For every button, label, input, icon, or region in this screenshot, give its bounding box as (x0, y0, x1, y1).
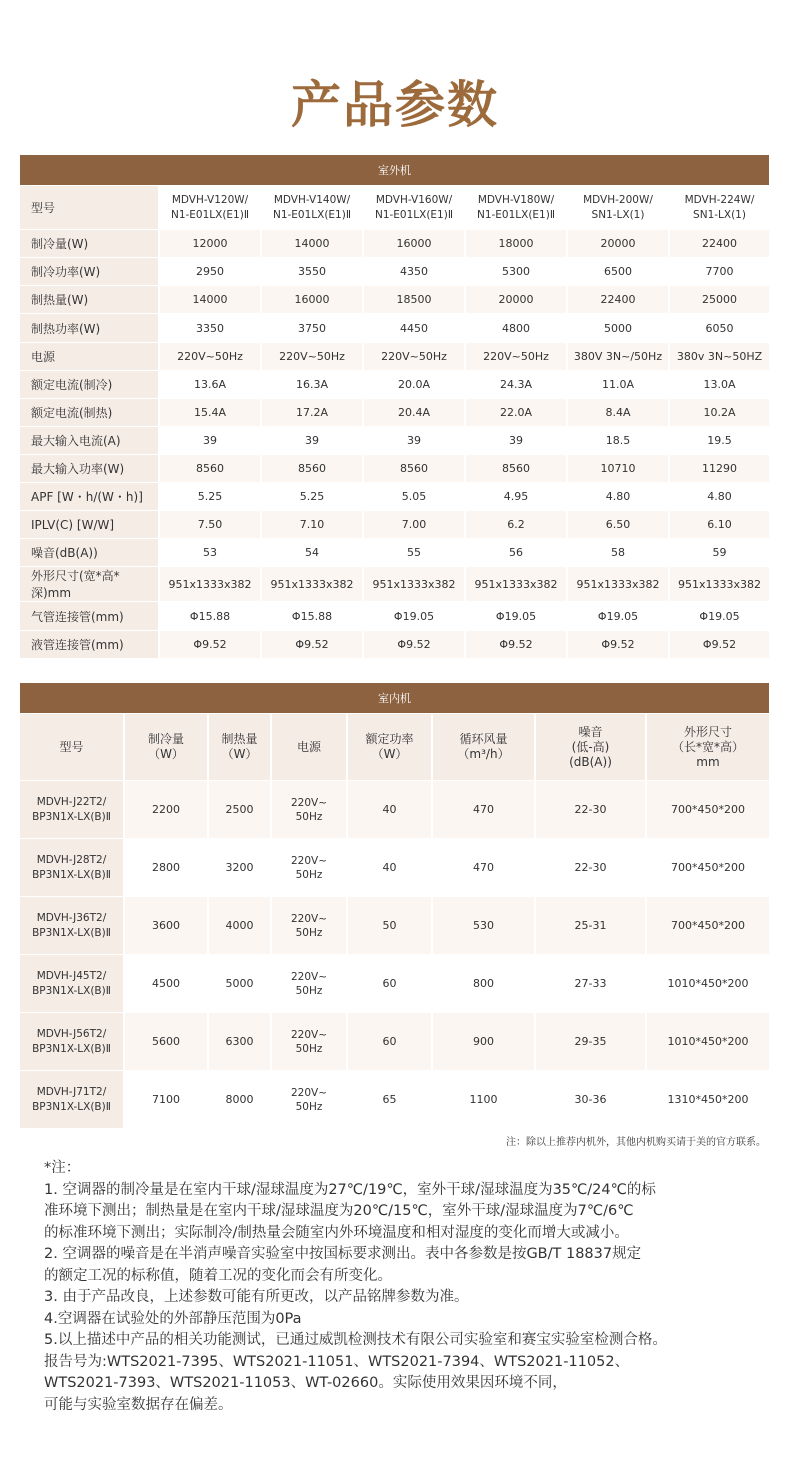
outdoor-spec-label: 气管连接管(mm) (20, 602, 160, 631)
cell-line: MDVH-V180W/ (477, 193, 555, 206)
outdoor-spec-value: 11290 (670, 455, 771, 483)
cell-line: 220V~ (290, 1028, 328, 1041)
outdoor-spec-value: 7.50 (160, 511, 262, 539)
cell-line: 220V~ (290, 1086, 328, 1099)
outdoor-spec-value: Φ19.05 (466, 602, 568, 631)
outdoor-spec-value: 4350 (364, 258, 466, 286)
cell-line: MDVH-200W/ (583, 193, 653, 206)
outdoor-spec-value: 59 (670, 539, 771, 567)
outdoor-spec-value: Φ9.52 (262, 631, 364, 659)
outdoor-spec-value: 951x1333x382 (160, 567, 262, 602)
outdoor-spec-value: 5300 (466, 258, 568, 286)
outdoor-spec-value: 6.50 (568, 511, 670, 539)
outdoor-unit-table (20, 155, 771, 659)
note-line: *注： (44, 1160, 81, 1176)
outdoor-spec-row (20, 567, 771, 602)
indoor-header-cell (272, 714, 348, 781)
note-line: 5.以上描述中产品的相关功能测试，已通过威凯检测技术有限公司实验室和赛宝实验室检测合格。 (44, 1332, 667, 1348)
indoor-model-cell (20, 1071, 125, 1129)
cell-line: SN1-LX(1) (693, 208, 746, 221)
outdoor-spec-value: 4450 (364, 314, 466, 343)
outdoor-spec-row (20, 258, 771, 286)
indoor-power-supply (272, 897, 348, 955)
outdoor-spec-value: 6.2 (466, 511, 568, 539)
note-line: 准环境下测出；制热量是在室内干球/湿球温度为20℃/15℃，室外干球/湿球温度为7℃/6℃ (44, 1203, 634, 1219)
outdoor-spec-value: 220V~50Hz (262, 343, 364, 371)
indoor-power-supply (272, 955, 348, 1013)
indoor-model-cell (20, 839, 125, 897)
outdoor-spec-value: 15.4A (160, 399, 262, 427)
outdoor-spec-value: 951x1333x382 (670, 567, 771, 602)
outdoor-spec-label: 液管连接管(mm) (20, 631, 160, 659)
outdoor-spec-value: 8560 (466, 455, 568, 483)
note-line: 的额定工况的标称值，随着工况的变化而会有所变化。 (44, 1267, 392, 1284)
cell-line: MDVH-J71T2/ (36, 1085, 107, 1098)
outdoor-spec-value: 220V~50Hz (160, 343, 262, 371)
indoor-cooling-capacity: 2200 (125, 781, 209, 839)
outdoor-spec-value: 8560 (160, 455, 262, 483)
outdoor-spec-value: 4.80 (670, 483, 771, 511)
outdoor-spec-label: 外形尺寸(宽*高*深)mm (20, 567, 160, 602)
cell-line: 220V~ (290, 854, 328, 867)
cell-line: 外形尺寸 (683, 724, 732, 739)
outdoor-model-cell (364, 186, 466, 230)
page-title: 产品参数 (291, 76, 499, 134)
outdoor-spec-value: 39 (364, 427, 466, 455)
cell-line: BP3N1X-LX(B)Ⅱ (32, 868, 111, 881)
cell-line: BP3N1X-LX(B)Ⅱ (32, 984, 111, 997)
cell-line: BP3N1X-LX(B)Ⅱ (32, 1042, 111, 1055)
cell-line: MDVH-J28T2/ (36, 853, 107, 866)
outdoor-spec-row (20, 399, 771, 427)
outdoor-spec-label: 噪音(dB(A)) (20, 539, 160, 567)
outdoor-model-cell (568, 186, 670, 230)
cell-line: （W） (371, 747, 408, 761)
outdoor-spec-value: 7.00 (364, 511, 466, 539)
indoor-band-title: 室内机 (20, 683, 771, 714)
outdoor-spec-value: 20000 (568, 230, 670, 258)
outdoor-spec-value: 3550 (262, 258, 364, 286)
indoor-dimensions: 700*450*200 (647, 839, 771, 897)
outdoor-spec-row (20, 371, 771, 399)
note-line: 报告号为:WTS2021-7395、WTS2021-11051、WTS2021-7394、WTS2021-11052、 (44, 1353, 630, 1370)
outdoor-spec-value: 380V 3N~/50Hz (568, 343, 670, 371)
cell-line: MDVH-V160W/ (375, 193, 453, 206)
cell-line: N1-E01LX(E1)Ⅱ (476, 208, 556, 221)
indoor-heating-capacity: 4000 (209, 897, 272, 955)
outdoor-spec-value: 18500 (364, 286, 466, 314)
indoor-dimensions: 1010*450*200 (647, 955, 771, 1013)
outdoor-spec-value: 19.5 (670, 427, 771, 455)
outdoor-spec-value: 7700 (670, 258, 771, 286)
outdoor-spec-row (20, 230, 771, 258)
cell-line: 50Hz (295, 810, 323, 823)
cell-line: （m³/h） (457, 747, 510, 761)
outdoor-spec-label: 制热量(W) (20, 286, 160, 314)
indoor-header-cell (536, 714, 647, 781)
outdoor-spec-value: 13.0A (670, 371, 771, 399)
outdoor-spec-row (20, 631, 771, 659)
indoor-airflow: 1100 (433, 1071, 536, 1129)
outdoor-spec-value: 18.5 (568, 427, 670, 455)
cell-line: BP3N1X-LX(B)Ⅱ (32, 810, 111, 823)
indoor-airflow: 900 (433, 1013, 536, 1071)
cell-line: N1-E01LX(E1)Ⅱ (272, 208, 352, 221)
outdoor-spec-value: 3350 (160, 314, 262, 343)
outdoor-spec-value: 4800 (466, 314, 568, 343)
outdoor-spec-value: 5.05 (364, 483, 466, 511)
outdoor-spec-value: 220V~50Hz (364, 343, 466, 371)
outdoor-spec-value: 951x1333x382 (466, 567, 568, 602)
outdoor-spec-value: 220V~50Hz (466, 343, 568, 371)
outdoor-spec-value: Φ9.52 (160, 631, 262, 659)
indoor-header-cell (125, 714, 209, 781)
outdoor-spec-value: 53 (160, 539, 262, 567)
outdoor-model-cell (670, 186, 771, 230)
outdoor-spec-value: Φ9.52 (670, 631, 771, 659)
outdoor-spec-value: 8.4A (568, 399, 670, 427)
cell-line: MDVH-J36T2/ (36, 911, 107, 924)
outdoor-spec-value: 380v 3N~50HZ (670, 343, 771, 371)
indoor-power-supply (272, 1013, 348, 1071)
indoor-model-cell (20, 781, 125, 839)
outdoor-spec-value: 24.3A (466, 371, 568, 399)
outdoor-spec-value: Φ9.52 (364, 631, 466, 659)
cell-line: 220V~ (290, 912, 328, 925)
indoor-spec-row (20, 781, 771, 839)
cell-line: mm (696, 754, 720, 769)
outdoor-spec-value: 39 (262, 427, 364, 455)
outdoor-spec-label: IPLV(C) [W/W] (20, 511, 160, 539)
outdoor-spec-value: 6.10 (670, 511, 771, 539)
cell-line: 循环风量 (459, 732, 508, 746)
cell-line: 220V~ (290, 796, 328, 809)
indoor-rated-power: 65 (348, 1071, 433, 1129)
outdoor-spec-label: 最大输入功率(W) (20, 455, 160, 483)
indoor-power-supply (272, 1071, 348, 1129)
outdoor-model-row (20, 186, 771, 230)
outdoor-band-title: 室外机 (20, 155, 771, 186)
outdoor-spec-label: 制冷功率(W) (20, 258, 160, 286)
note-line: 3. 由于产品改良，上述参数可能有所更改，以产品铭牌参数为准。 (44, 1289, 469, 1305)
outdoor-spec-value: 13.6A (160, 371, 262, 399)
notes-section (44, 1158, 764, 1416)
outdoor-spec-value: 8560 (364, 455, 466, 483)
cell-line: BP3N1X-LX(B)Ⅱ (32, 1100, 111, 1113)
outdoor-spec-label: 额定电流(制冷) (20, 371, 160, 399)
cell-line: 电源 (296, 739, 321, 754)
outdoor-spec-row (20, 483, 771, 511)
cell-line: MDVH-J45T2/ (36, 969, 107, 982)
indoor-heating-capacity: 6300 (209, 1013, 272, 1071)
indoor-spec-row (20, 955, 771, 1013)
outdoor-spec-value: 54 (262, 539, 364, 567)
cell-line: N1-E01LX(E1)Ⅱ (170, 208, 250, 221)
cell-line: （长*宽*高） (671, 739, 744, 754)
cell-line: MDVH-V140W/ (273, 193, 351, 206)
cell-line: （W） (148, 747, 184, 761)
outdoor-spec-row (20, 343, 771, 371)
outdoor-model-cell (262, 186, 364, 230)
outdoor-spec-value: 22400 (670, 230, 771, 258)
cell-line: 噪音 (578, 724, 603, 739)
outdoor-spec-value: 3750 (262, 314, 364, 343)
outdoor-spec-value: 25000 (670, 286, 771, 314)
outdoor-spec-value: 22400 (568, 286, 670, 314)
indoor-spec-row (20, 1013, 771, 1071)
outdoor-spec-row (20, 314, 771, 343)
outdoor-spec-value: Φ19.05 (364, 602, 466, 631)
outdoor-spec-value: 4.80 (568, 483, 670, 511)
indoor-airflow: 470 (433, 781, 536, 839)
outdoor-spec-label: 最大输入电流(A) (20, 427, 160, 455)
cell-line: MDVH-J56T2/ (36, 1027, 107, 1040)
cell-line: 220V~ (290, 970, 328, 983)
outdoor-spec-value: 20.0A (364, 371, 466, 399)
outdoor-spec-value: 11.0A (568, 371, 670, 399)
indoor-spec-row (20, 839, 771, 897)
outdoor-spec-value: 951x1333x382 (364, 567, 466, 602)
indoor-spec-row (20, 1071, 771, 1129)
indoor-cooling-capacity: 5600 (125, 1013, 209, 1071)
indoor-heating-capacity: 2500 (209, 781, 272, 839)
indoor-heating-capacity: 3200 (209, 839, 272, 897)
outdoor-model-cell (466, 186, 568, 230)
outdoor-model-label: 型号 (20, 186, 160, 230)
outdoor-spec-value: 18000 (466, 230, 568, 258)
indoor-rated-power: 60 (348, 955, 433, 1013)
indoor-header-cell (348, 714, 433, 781)
outdoor-spec-value: 5000 (568, 314, 670, 343)
outdoor-spec-value: 16000 (364, 230, 466, 258)
indoor-cooling-capacity: 3600 (125, 897, 209, 955)
outdoor-spec-value: 14000 (262, 230, 364, 258)
outdoor-spec-value: Φ9.52 (466, 631, 568, 659)
outdoor-spec-value: 39 (160, 427, 262, 455)
outdoor-spec-value: 12000 (160, 230, 262, 258)
indoor-model-cell (20, 897, 125, 955)
outdoor-spec-value: 951x1333x382 (568, 567, 670, 602)
indoor-noise: 27-33 (536, 955, 647, 1013)
indoor-airflow: 530 (433, 897, 536, 955)
indoor-noise: 30-36 (536, 1071, 647, 1129)
indoor-unit-table (20, 683, 771, 1129)
indoor-power-supply (272, 781, 348, 839)
outdoor-spec-row (20, 511, 771, 539)
note-line: 2. 空调器的噪音是在半消声噪音实验室中按国标要求测出。表中各参数是按GB/T 18837规定 (44, 1246, 642, 1262)
outdoor-spec-row (20, 539, 771, 567)
indoor-noise: 22-30 (536, 781, 647, 839)
outdoor-spec-value: 22.0A (466, 399, 568, 427)
outdoor-spec-value: 2950 (160, 258, 262, 286)
outdoor-spec-row (20, 455, 771, 483)
cell-line: 50Hz (295, 868, 323, 881)
indoor-dimensions: 700*450*200 (647, 781, 771, 839)
indoor-rated-power: 60 (348, 1013, 433, 1071)
outdoor-spec-label: APF [W・h/(W・h)] (20, 483, 160, 511)
cell-line: 50Hz (295, 1100, 323, 1113)
indoor-noise: 22-30 (536, 839, 647, 897)
cell-line: （W） (221, 747, 258, 761)
footnote: 注：除以上推荐内机外，其他内机购买请于美的官方联系。 (506, 1137, 766, 1148)
cell-line: 50Hz (295, 984, 323, 997)
outdoor-spec-value: 7.10 (262, 511, 364, 539)
outdoor-spec-value: 14000 (160, 286, 262, 314)
cell-line: 额定功率 (365, 732, 414, 746)
cell-line: (dB(A)) (569, 754, 612, 769)
cell-line: BP3N1X-LX(B)Ⅱ (32, 926, 111, 939)
outdoor-spec-value: 55 (364, 539, 466, 567)
outdoor-spec-value: 4.95 (466, 483, 568, 511)
outdoor-spec-label: 制冷量(W) (20, 230, 160, 258)
outdoor-spec-value: 58 (568, 539, 670, 567)
indoor-dimensions: 1010*450*200 (647, 1013, 771, 1071)
indoor-header-cell (433, 714, 536, 781)
outdoor-spec-value: 5.25 (262, 483, 364, 511)
note-line: 可能与实验室数据存在偏差。 (44, 1396, 233, 1413)
indoor-spec-row (20, 897, 771, 955)
outdoor-spec-value: 20000 (466, 286, 568, 314)
cell-line: 制冷量 (147, 732, 184, 746)
note-line: WTS2021-7393、WTS2021-11053、WT-02660。实际使用效果因环境不同， (44, 1375, 567, 1391)
outdoor-spec-value: Φ19.05 (670, 602, 771, 631)
outdoor-spec-value: 39 (466, 427, 568, 455)
indoor-header-cell (209, 714, 272, 781)
cell-line: SN1-LX(1) (591, 208, 645, 221)
outdoor-spec-value: Φ15.88 (160, 602, 262, 631)
outdoor-spec-value: 8560 (262, 455, 364, 483)
outdoor-spec-value: 17.2A (262, 399, 364, 427)
outdoor-spec-value: 10710 (568, 455, 670, 483)
outdoor-spec-value: Φ9.52 (568, 631, 670, 659)
indoor-noise: 29-35 (536, 1013, 647, 1071)
outdoor-spec-value: 16.3A (262, 371, 364, 399)
indoor-header-cell (20, 714, 125, 781)
indoor-noise: 25-31 (536, 897, 647, 955)
indoor-power-supply (272, 839, 348, 897)
indoor-cooling-capacity: 2800 (125, 839, 209, 897)
indoor-dimensions: 700*450*200 (647, 897, 771, 955)
indoor-rated-power: 50 (348, 897, 433, 955)
indoor-airflow: 470 (433, 839, 536, 897)
indoor-rated-power: 40 (348, 781, 433, 839)
outdoor-spec-value: 10.2A (670, 399, 771, 427)
outdoor-spec-value: 6500 (568, 258, 670, 286)
outdoor-spec-value: 5.25 (160, 483, 262, 511)
indoor-cooling-capacity: 4500 (125, 955, 209, 1013)
outdoor-spec-value: 20.4A (364, 399, 466, 427)
indoor-header-cell (647, 714, 771, 781)
cell-line: MDVH-J22T2/ (36, 795, 107, 808)
outdoor-spec-label: 制热功率(W) (20, 314, 160, 343)
cell-line: MDVH-224W/ (684, 193, 755, 206)
indoor-dimensions: 1310*450*200 (647, 1071, 771, 1129)
indoor-airflow: 800 (433, 955, 536, 1013)
cell-line: (低-高) (571, 739, 610, 754)
note-line: 1. 空调器的制冷量是在室内干球/湿球温度为27℃/19℃，室外干球/湿球温度为35℃/24℃的标 (44, 1181, 656, 1198)
cell-line: MDVH-V120W/ (171, 193, 249, 206)
outdoor-spec-value: 56 (466, 539, 568, 567)
cell-line: 50Hz (295, 926, 323, 939)
indoor-header-row (20, 714, 771, 781)
note-line: 4.空调器在试验处的外部静压范围为0Pa (44, 1310, 302, 1327)
indoor-model-cell (20, 955, 125, 1013)
cell-line: 制热量 (221, 732, 258, 746)
indoor-model-cell (20, 1013, 125, 1071)
outdoor-spec-row (20, 602, 771, 631)
indoor-heating-capacity: 8000 (209, 1071, 272, 1129)
outdoor-spec-value: 16000 (262, 286, 364, 314)
indoor-rated-power: 40 (348, 839, 433, 897)
outdoor-model-cell (160, 186, 262, 230)
outdoor-spec-value: Φ15.88 (262, 602, 364, 631)
indoor-cooling-capacity: 7100 (125, 1071, 209, 1129)
outdoor-spec-value: 951x1333x382 (262, 567, 364, 602)
note-line: 的标准环境下测出；实际制冷/制热量会随室内外环境温度和相对湿度的变化而增大或减小。 (44, 1224, 629, 1241)
outdoor-spec-label: 电源 (20, 343, 160, 371)
outdoor-spec-value: Φ19.05 (568, 602, 670, 631)
cell-line: N1-E01LX(E1)Ⅱ (374, 208, 454, 221)
outdoor-spec-label: 额定电流(制热) (20, 399, 160, 427)
indoor-heating-capacity: 5000 (209, 955, 272, 1013)
outdoor-spec-row (20, 286, 771, 314)
cell-line: 型号 (59, 739, 84, 754)
cell-line: 50Hz (295, 1042, 323, 1055)
outdoor-spec-row (20, 427, 771, 455)
outdoor-spec-value: 6050 (670, 314, 771, 343)
